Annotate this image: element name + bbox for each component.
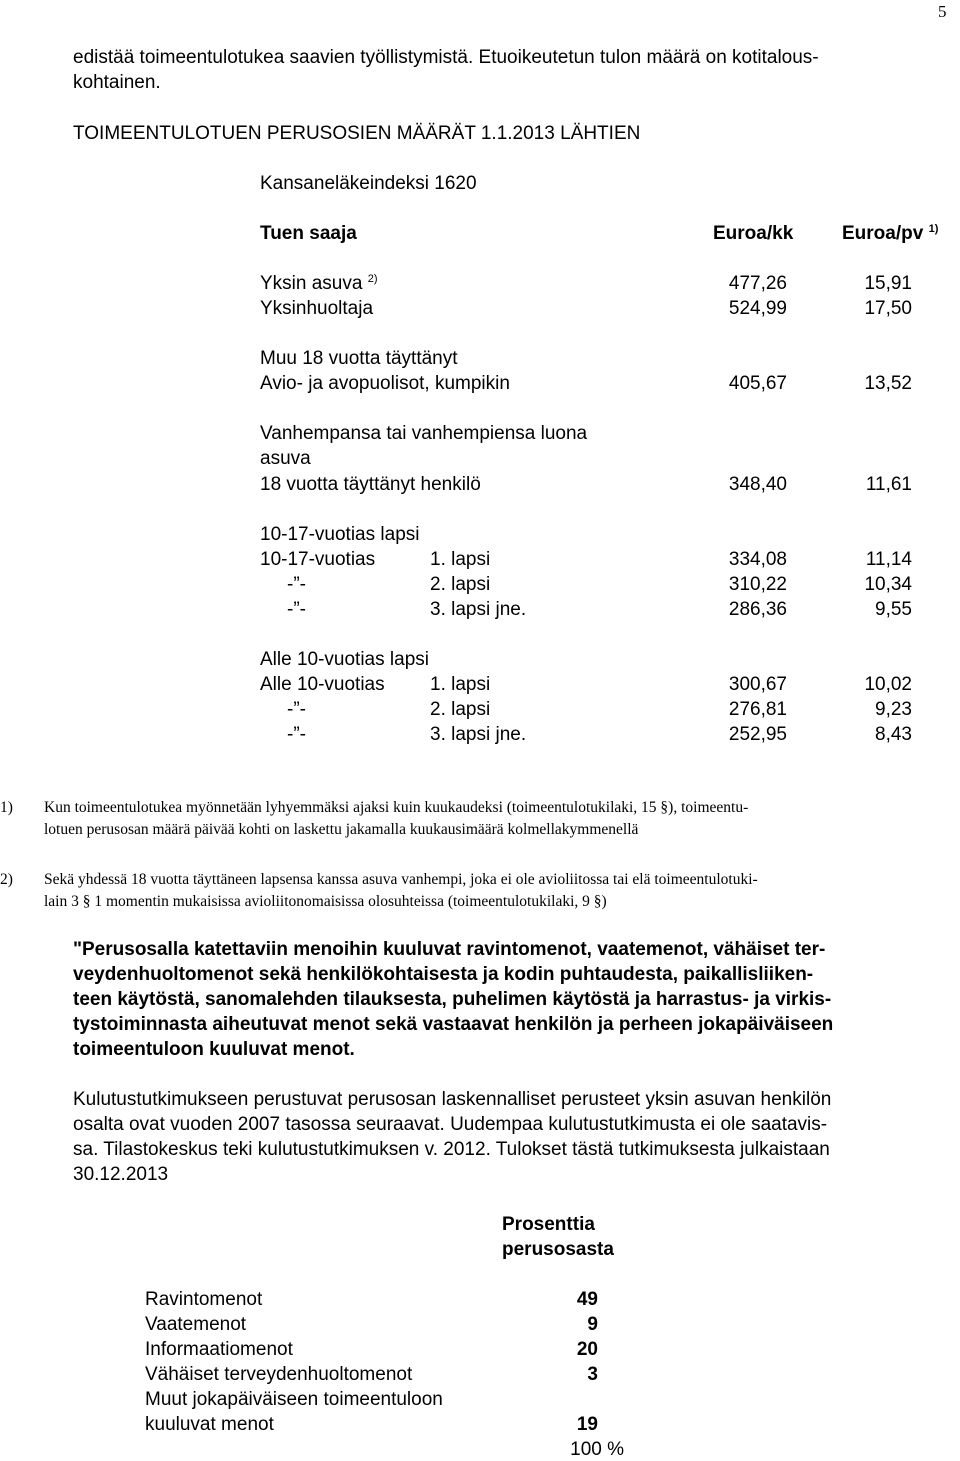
share-total: 100 % [570,1439,624,1460]
row-age-10-17-day: 10,34 [864,574,912,595]
footnote-2-line-1: Sekä yhdessä 18 vuotta täyttäneen lapsensa kanssa asuva vanhempi, joka ei ole avioliitossa tai elä toimeentulotuki- [44,871,758,888]
footnote-1-line-1: Kun toimeentulotukea myönnetään lyhyemmäksi ajaksi kuin kuukaudeksi (toimeentulotukilaki, 15 §), toimeentu- [44,799,749,816]
row-under-10-label-a: Alle 10-vuotias [260,674,385,695]
share-item-label: Informaatiomenot [145,1339,293,1360]
quote-line-2: veydenhuoltomenot sekä henkilökohtaisesta ja kodin puhtaudesta, paikallisliiken- [73,964,814,985]
row-age-10-17-month: 286,36 [728,599,787,620]
share-item-value-last: 19 [576,1414,598,1435]
row-with-parents-month: 348,40 [728,474,787,495]
row-single-parent-day: 17,50 [864,298,912,319]
col-header-per-day: Euroa/pv $^{1)}$ [842,223,939,244]
row-under-10-month: 300,67 [728,674,787,695]
share-header-line-2: perusosasta [502,1239,614,1260]
share-item-label-last-2: kuuluvat menot [145,1414,274,1435]
footnote-ref-2: 2) [367,273,378,285]
footnote-2-marker: 2) [0,871,13,888]
row-spouses-day: 13,52 [864,373,912,394]
index-line: Kansaneläkeindeksi 1620 [260,173,477,194]
section-heading: TOIMEENTULOTUEN PERUSOSIEN MÄÄRÄT 1.1.2013 LÄHTIEN [73,123,641,144]
row-age-10-17-label-a: -”- [287,599,306,620]
row-single-parent-month: 524,99 [728,298,787,319]
row-age-10-17-label-b: 2. lapsi [430,574,491,595]
share-header-line-1: Prosenttia [502,1214,595,1235]
group-title-under-10: Alle 10-vuotias lapsi [260,649,429,670]
group-title-with-parents-2: asuva [260,448,311,469]
footnote-2-line-2: lain 3 § 1 momentin mukaisissa avioliitonomaisissa olosuhteissa (toimeentulotukilaki, 9 §) [44,893,607,910]
row-age-10-17-label-b: 1. lapsi [430,549,491,570]
group-title-age-10-17: 10-17-vuotias lapsi [260,524,420,545]
col-header-recipient: Tuen saaja [260,223,357,244]
row-single-day: 15,91 [864,273,912,294]
row-under-10-month: 252,95 [728,724,787,745]
row-label-single: Yksin asuva $^{2)}$ [260,273,378,294]
footnote-1-line-2: lotuen perusosan määrä päivää kohti on laskettu jakamalla kuukausimäärä kolmellakymmenellä [44,821,639,838]
row-single-month: 477,26 [728,273,787,294]
share-item-label-last-1: Muut jokapäiväiseen toimeentuloon [145,1389,443,1410]
share-item-value: 20 [576,1339,598,1360]
group-title-with-parents-1: Vanhempansa tai vanhempiensa luona [260,423,588,444]
footnote-1-marker: 1) [0,799,13,816]
row-age-10-17-day: 11,14 [865,549,912,570]
row-age-10-17-label-a: 10-17-vuotias [260,549,376,570]
row-under-10-label-a: -”- [287,699,306,720]
paragraph-line-4: 30.12.2013 [73,1164,169,1185]
share-item-value: 9 [587,1314,598,1335]
quote-line-5: toimeentuloon kuuluvat menot. [73,1039,355,1060]
intro-line-1: edistää toimeentulotukea saavien työllistymistä. Etuoikeutetun tulon määrä on kotitalous- [73,47,819,68]
row-with-parents-day: 11,61 [865,474,912,495]
share-item-label: Ravintomenot [145,1289,263,1310]
row-under-10-label-b: 2. lapsi [430,699,491,720]
row-age-10-17-day: 9,55 [875,599,912,620]
row-age-10-17-month: 334,08 [728,549,787,570]
row-label-with-parents: 18 vuotta täyttänyt henkilö [260,474,481,495]
share-item-value: 49 [576,1289,598,1310]
row-under-10-day: 8,43 [875,724,912,745]
share-item-value: 3 [587,1364,598,1385]
quote-line-4: tystoiminnasta aiheutuvat menot sekä vastaavat henkilön ja perheen jokapäiväiseen [73,1014,834,1035]
col-header-per-month: Euroa/kk [713,223,794,244]
row-spouses-month: 405,67 [728,373,787,394]
share-item-label: Vaatemenot [145,1314,247,1335]
paragraph-line-3: sa. Tilastokeskus teki kulutustutkimuksen v. 2012. Tulokset tästä tutkimuksesta julkaistaan [73,1139,830,1160]
quote-line-1: "Perusosalla katettaviin menoihin kuuluvat ravintomenot, vaatemenot, vähäiset ter- [73,939,826,960]
paragraph-line-2: osalta ovat vuoden 2007 tasossa seuraavat. Uudempaa kulutustutkimusta ei ole saatavis- [73,1114,828,1135]
row-age-10-17-label-a: -”- [287,574,306,595]
row-under-10-day: 9,23 [875,699,912,720]
row-under-10-day: 10,02 [864,674,912,695]
footnote-ref-1: 1) [928,223,939,235]
row-under-10-label-b: 1. lapsi [430,674,491,695]
quote-line-3: teen käytöstä, sanomalehden tilauksesta, puhelimen käytöstä ja harrastus- ja virkis- [73,989,832,1010]
row-under-10-label-a: -”- [287,724,306,745]
group-title-other-adult: Muu 18 vuotta täyttänyt [260,348,458,369]
row-label-spouses: Avio- ja avopuolisot, kumpikin [260,373,510,394]
share-item-label: Vähäiset terveydenhuoltomenot [145,1364,413,1385]
paragraph-line-1: Kulutustutkimukseen perustuvat perusosan laskennalliset perusteet yksin asuvan henkilön [73,1089,832,1110]
row-under-10-month: 276,81 [728,699,787,720]
row-under-10-label-b: 3. lapsi jne. [430,724,527,745]
page-number: 5 [938,2,947,21]
intro-line-2: kohtainen. [73,72,161,93]
row-age-10-17-label-b: 3. lapsi jne. [430,599,527,620]
row-age-10-17-month: 310,22 [728,574,787,595]
row-label-single-parent: Yksinhuoltaja [260,298,374,319]
